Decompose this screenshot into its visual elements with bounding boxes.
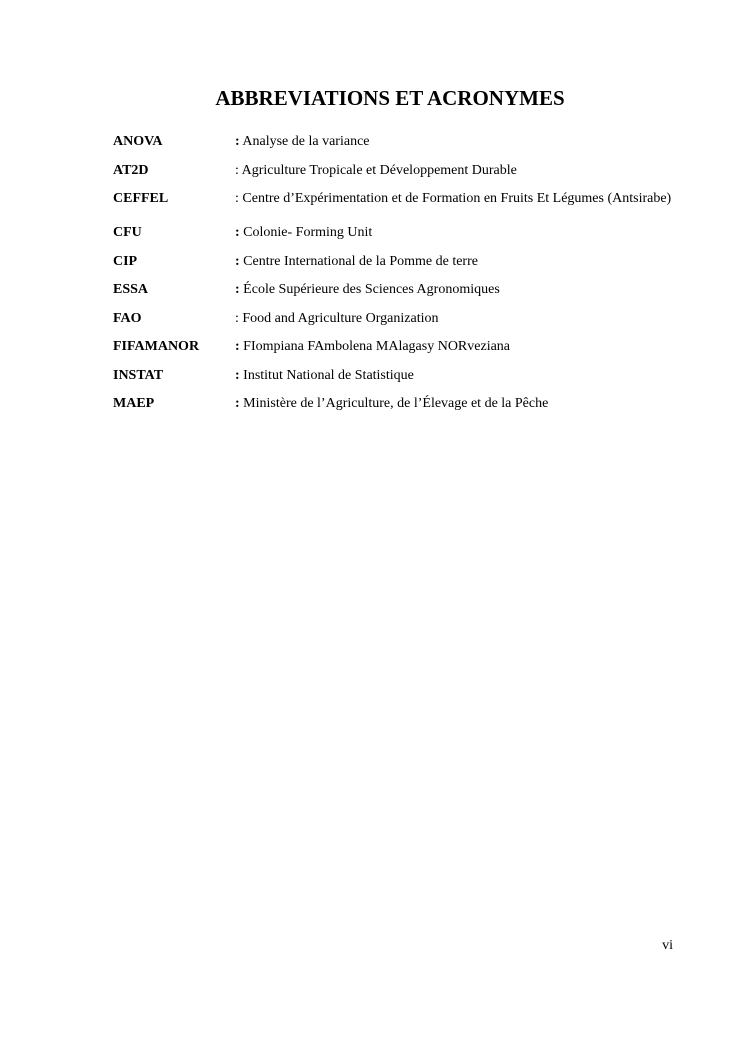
definition-colon: : [235, 225, 240, 240]
abbreviation-definition [235, 251, 675, 273]
definition-text: Agriculture Tropicale et Développement Durable [238, 162, 517, 178]
abbreviation-definition [235, 160, 675, 182]
abbreviation-term: FAO [113, 310, 142, 326]
abbreviation-term: ESSA [113, 282, 149, 297]
page-title: ABBREVIATIONS ET ACRONYMES [215, 86, 565, 110]
abbreviation-term: INSTAT [113, 367, 164, 383]
abbreviation-definition [235, 222, 675, 244]
abbreviation-definition [235, 308, 675, 330]
abbreviation-term: CIP [113, 253, 138, 269]
definition-text: Institut National de Statistique [239, 367, 414, 383]
definition-colon: : [235, 162, 239, 178]
abbreviation-row-maep [113, 393, 675, 415]
definition-colon: : [235, 310, 239, 326]
abbreviation-term: ANOVA [113, 134, 163, 149]
abbreviation-list [113, 131, 675, 415]
abbreviation-row-instat [113, 365, 675, 387]
definition-colon: : [235, 134, 240, 149]
abbreviation-row-essa [113, 279, 675, 301]
abbreviation-definition [235, 188, 675, 210]
abbreviation-row-anova [113, 131, 675, 153]
definition-text: Centre d’Expérimentation et de Formation en Fruits Et Légumes (Antsirabe) [238, 191, 672, 206]
abbreviation-definition [235, 365, 675, 387]
definition-text: Colonie- Forming Unit [239, 225, 373, 240]
abbreviation-row-fao [113, 308, 675, 330]
definition-colon: : [235, 339, 240, 354]
page-number: vi [662, 938, 673, 953]
definition-colon: : [235, 282, 240, 297]
definition-text: Food and Agriculture Organization [238, 310, 439, 326]
definition-colon: : [235, 253, 240, 269]
abbreviation-row-cip [113, 251, 675, 273]
definition-colon: : [235, 191, 239, 206]
abbreviation-definition [235, 393, 675, 415]
abbreviation-term: FIFAMANOR [113, 339, 200, 354]
abbreviation-row-fifamanor [113, 336, 675, 358]
definition-text: FIompiana FAmbolena MAlagasy NORveziana [239, 339, 511, 354]
abbreviation-term: CEFFEL [113, 191, 169, 206]
abbreviation-definition [235, 336, 675, 358]
definition-text: École Supérieure des Sciences Agronomiques [239, 282, 500, 297]
definition-text: Centre International de la Pomme de terre [239, 253, 478, 269]
definition-text: Analyse de la variance [239, 134, 370, 149]
abbreviation-definition [235, 279, 675, 301]
abbreviation-row-ceffel [113, 188, 675, 210]
abbreviation-term: AT2D [113, 162, 149, 178]
definition-colon: : [235, 367, 240, 383]
abbreviation-definition [235, 131, 675, 153]
definition-colon: : [235, 396, 240, 411]
abbreviation-term: CFU [113, 225, 142, 240]
definition-text: Ministère de l’Agriculture, de l’Élevage et de la Pêche [239, 396, 549, 411]
abbreviation-row-at2d [113, 160, 675, 182]
abbreviation-term: MAEP [113, 396, 155, 411]
abbreviation-row-cfu [113, 222, 675, 244]
